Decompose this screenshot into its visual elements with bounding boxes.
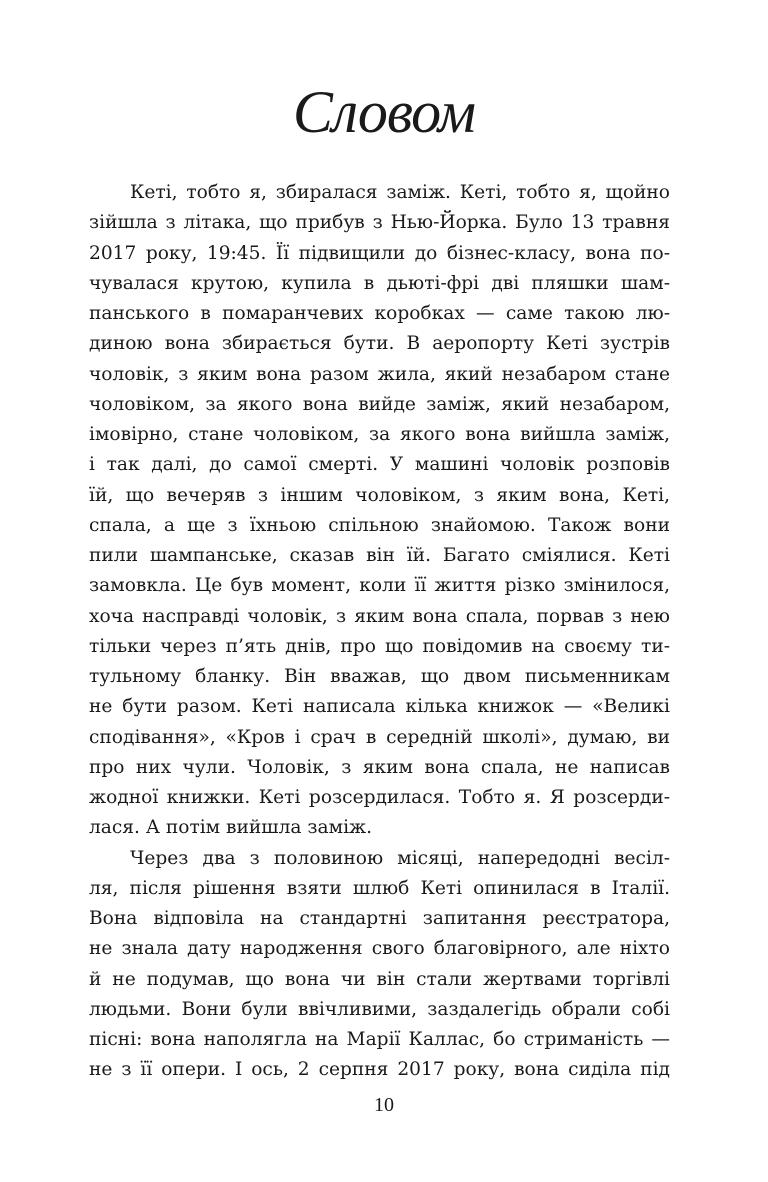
text-line: і так далі, до самої смерті. У машині чоловік розповів [89, 454, 670, 476]
text-line: панського в помаранчевих коробках — саме такою лю- [89, 303, 670, 324]
text-line: диною вона збирається бути. В аеропорту Кеті зустрів [89, 333, 670, 355]
text-line: пили шампанське, сказав він їй. Багато сміялися. Кеті [89, 545, 670, 566]
text-line: чувалася крутою, купила в дьюті-фрі дві пляшки шам- [89, 272, 670, 294]
text-line: не знала дату народження свого благовірного, але ніхто [89, 938, 670, 960]
text-line: замовкла. Це був момент, коли її життя різко змінилося, [89, 575, 670, 597]
text-line: 2017 року, 19:45. Її підвищили до бізнес-класу, вона по- [89, 242, 670, 264]
text-line: ля, після рішення взяти шлюб Кеті опинилася в Італії. [89, 877, 670, 899]
text-line: Через два з половиною місяці, напередодні весіл- [130, 847, 670, 869]
text-line: хоча насправді чоловік, з яким вона спала, порвав з нею [89, 605, 670, 627]
text-line: імовірно, стане чоловіком, за якого вона вийшла заміж, [89, 424, 670, 445]
text-line: тільки через п’ять днів, про що повідомив на своєму ти- [89, 635, 670, 657]
chapter-title: Словом [292, 79, 476, 145]
page-number: 10 [374, 1094, 394, 1116]
text-line: спала, а ще з їхньою спільною знайомою. Також вони [89, 514, 670, 536]
text-line: не з її опери. І ось, 2 серпня 2017 року, вона сиділа під [89, 1059, 670, 1081]
text-line: про них чули. Чоловік, з яким вона спала, не написав [89, 756, 670, 778]
text-line: їй, що вечеряв з іншим чоловіком, з яким вона, Кеті, [89, 484, 670, 506]
body-text [89, 178, 670, 1086]
text-line: лася. А потім вийшла заміж. [89, 817, 373, 839]
text-line: не бути разом. Кеті написала кілька книжок — «Великі [89, 696, 670, 718]
text-line: жодної книжки. Кеті розсердилася. Тобто я. Я розсерди- [89, 787, 670, 808]
text-line: пісні: вона наполягла на Марії Каллас, бо стриманість — [89, 1029, 670, 1050]
text-line: Вона відповіла на стандартні запитання реєстратора, [89, 908, 670, 929]
text-line: Кеті, тобто я, збиралася заміж. Кеті, тобто я, щойно [130, 182, 670, 203]
text-line: сподівання», «Кров і срач в середній школі», думаю, ви [89, 726, 670, 748]
text-line: чоловіком, за якого вона вийде заміж, який незабаром, [89, 393, 670, 415]
text-line: тульному бланку. Він вважав, що двом письменникам [89, 666, 670, 687]
text-line: зійшла з літака, що прибув з Нью-Йорка. Було 13 травня [89, 212, 670, 234]
text-line: й не подумав, що вона чи він стали жертвами торгівлі [89, 968, 670, 990]
text-line: чоловік, з яким вона разом жила, який незабаром стане [89, 363, 670, 385]
text-line: людьми. Вони були ввічливими, заздалегідь обрали собі [89, 998, 670, 1020]
